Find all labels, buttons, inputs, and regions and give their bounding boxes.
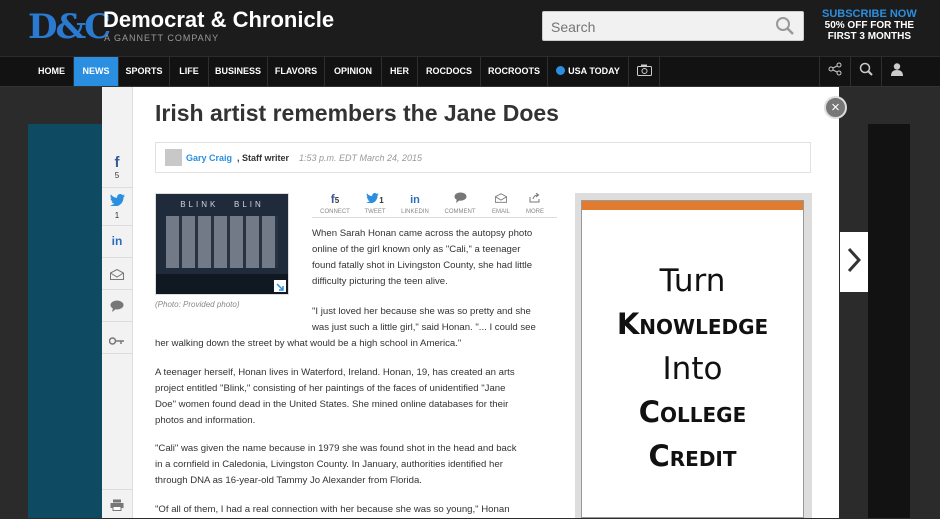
paragraph-3-line-1: A teenager herself, Honan lives in Waterford, Ireland. Honan, 19, has created an arts bbox=[155, 367, 515, 378]
background-right-panel bbox=[868, 124, 910, 518]
nav-sports[interactable]: SPORTS bbox=[119, 57, 170, 86]
rail-email[interactable] bbox=[102, 258, 132, 290]
share-connect[interactable] bbox=[314, 190, 356, 215]
paragraph-3-line-2: project entitled "Blink," consisting of her paintings of the faces of unidentified "Jane bbox=[155, 383, 506, 394]
share-icon bbox=[828, 62, 842, 81]
share-tweet-label: TWEET bbox=[364, 209, 386, 215]
user-nav-button[interactable] bbox=[881, 57, 912, 86]
rail-twitter[interactable] bbox=[102, 188, 132, 226]
photo-faces bbox=[166, 216, 278, 268]
share-rail bbox=[102, 87, 133, 518]
publish-timestamp: 1:53 p.m. EDT March 24, 2015 bbox=[299, 153, 423, 163]
nav-usatoday-label: USA TODAY bbox=[568, 66, 620, 76]
chevron-right-icon bbox=[847, 247, 861, 278]
linkedin-icon: in bbox=[111, 234, 123, 248]
share-connect-label: CONNECT bbox=[320, 209, 350, 215]
rail-facebook[interactable] bbox=[102, 150, 132, 188]
share-comment-label: COMMENT bbox=[444, 209, 476, 215]
nav-home[interactable]: HOME bbox=[30, 57, 74, 86]
author-link[interactable]: Gary Craig bbox=[186, 153, 233, 163]
rail-linkedin[interactable] bbox=[102, 226, 132, 258]
photo-expand-button[interactable] bbox=[274, 280, 286, 292]
article-paragraph-3 bbox=[155, 365, 565, 429]
subscribe-line3: FIRST 3 MONTHS bbox=[827, 31, 912, 42]
expand-icon bbox=[274, 280, 286, 295]
article-paragraph-4 bbox=[155, 441, 565, 489]
facebook-icon: f bbox=[114, 154, 120, 171]
user-icon bbox=[890, 62, 904, 81]
search-input[interactable] bbox=[549, 16, 773, 38]
ad-line-credit: Credit bbox=[648, 439, 737, 473]
rail-print[interactable] bbox=[102, 489, 132, 519]
share-more[interactable] bbox=[514, 190, 556, 215]
search-icon[interactable] bbox=[775, 16, 795, 41]
nav-usatoday[interactable] bbox=[548, 57, 629, 86]
twitter-icon bbox=[102, 193, 132, 211]
email-icon bbox=[102, 267, 132, 285]
site-title[interactable]: Democrat & Chronicle bbox=[103, 7, 335, 32]
article-paragraph-2 bbox=[155, 304, 565, 352]
site-subtitle: A GANNETT COMPANY bbox=[104, 33, 220, 43]
ad-line-college: College bbox=[638, 395, 747, 429]
nav-rocroots[interactable]: ROCROOTS bbox=[481, 57, 548, 86]
camera-icon bbox=[637, 66, 652, 76]
ad-line-into: Into bbox=[662, 351, 723, 387]
photo-caption: (Photo: Provided photo) bbox=[155, 300, 240, 309]
close-modal-button[interactable] bbox=[824, 96, 847, 119]
share-facebook-icon: f bbox=[330, 192, 335, 206]
site-logo[interactable]: D&C bbox=[28, 7, 110, 47]
rail-comment[interactable] bbox=[102, 290, 132, 322]
share-linkedin-icon: in bbox=[410, 194, 420, 206]
share-facebook-count: 5 bbox=[334, 196, 340, 205]
share-twitter-count: 1 bbox=[379, 196, 384, 205]
comment-icon bbox=[102, 299, 132, 317]
share-more-icon bbox=[529, 190, 541, 207]
rail-more[interactable] bbox=[102, 322, 132, 354]
subscribe-line2: 50% OFF FOR THE bbox=[824, 20, 915, 31]
share-tweet[interactable] bbox=[354, 190, 396, 215]
subscribe-promo[interactable] bbox=[822, 9, 917, 42]
search-box[interactable] bbox=[542, 11, 804, 41]
share-linkedin[interactable] bbox=[394, 190, 436, 215]
print-icon bbox=[102, 498, 132, 516]
nav-rocdocs[interactable]: ROCDOCS bbox=[418, 57, 481, 86]
paragraph-4-line-3: through DNA as 16-year-old Tammy Jo Alexander from Florida. bbox=[155, 475, 422, 486]
paragraph-4-line-1: "Cali" was given the name because in 1979 she was found shot in the head and back bbox=[155, 443, 517, 454]
paragraph-5-line-1: "Of all of them, I had a real connection with her because she was so young," Honan bbox=[155, 504, 510, 515]
ad-line-knowledge: Knowledge bbox=[616, 307, 769, 341]
article-headline: Irish artist remembers the Jane Does bbox=[155, 100, 559, 126]
rail-facebook-count: 5 bbox=[114, 171, 120, 180]
nav-flavors[interactable]: FLAVORS bbox=[268, 57, 325, 86]
paragraph-2-line-3: her walking down the street by what would be a high school in America." bbox=[155, 338, 462, 349]
close-icon: × bbox=[831, 99, 840, 116]
paragraph-1-line-2: online of the girl known only as "Cali," a teenager bbox=[312, 244, 521, 255]
nav-photos[interactable] bbox=[629, 57, 660, 86]
key-icon bbox=[102, 332, 132, 350]
nav-news[interactable]: NEWS bbox=[74, 57, 119, 86]
share-more-label: MORE bbox=[526, 209, 544, 215]
author-avatar[interactable] bbox=[165, 149, 182, 166]
subscribe-line1: SUBSCRIBE NOW bbox=[822, 8, 917, 20]
search-nav-icon bbox=[859, 62, 873, 81]
share-comment-icon bbox=[454, 190, 467, 207]
article-paragraph-1 bbox=[312, 226, 562, 290]
share-linkedin-label: LINKEDIN bbox=[401, 209, 429, 215]
paragraph-3-line-4: photos and information. bbox=[155, 415, 256, 426]
author-role: , Staff writer bbox=[237, 153, 290, 163]
share-divider bbox=[312, 217, 557, 218]
paragraph-4-line-2: in a cornfield in Caledonia, Livingston County. In January, authorities identified her bbox=[155, 459, 503, 470]
ad-line-turn: Turn bbox=[659, 263, 726, 299]
paragraph-1-line-3: found fatally shot in Livingston County, she had little bbox=[312, 260, 533, 271]
byline bbox=[155, 142, 811, 173]
article-paragraph-5 bbox=[155, 502, 565, 518]
next-article-button[interactable] bbox=[840, 232, 868, 292]
photo-header-text: BLINK BLIN bbox=[180, 200, 264, 209]
share-nav-button[interactable] bbox=[819, 57, 850, 86]
paragraph-3-line-3: Doe" women found dead in the United States. She mined online databases for their bbox=[155, 399, 509, 410]
main-nav bbox=[0, 57, 940, 87]
rail-twitter-count: 1 bbox=[114, 211, 120, 220]
share-twitter-icon bbox=[366, 190, 379, 207]
paragraph-2-line-1: "I just loved her because she was so pretty and she bbox=[312, 306, 531, 317]
share-email-label: EMAIL bbox=[491, 209, 510, 215]
advertisement[interactable] bbox=[575, 193, 812, 518]
paragraph-1-line-4: difficulty picturing the teen alive. bbox=[312, 276, 448, 287]
article-photo[interactable] bbox=[155, 193, 289, 295]
paragraph-2-line-2: was just such a little girl," said Honan. "... I could see bbox=[312, 322, 536, 333]
nav-life[interactable]: LIFE bbox=[170, 57, 209, 86]
ad-top-strip bbox=[582, 201, 803, 210]
photo-floor bbox=[156, 274, 288, 295]
usatoday-dot-icon bbox=[556, 66, 565, 75]
nav-her[interactable]: HER bbox=[382, 57, 418, 86]
search-nav-button[interactable] bbox=[850, 57, 881, 86]
ad-card[interactable] bbox=[581, 200, 804, 518]
share-email-icon bbox=[495, 190, 507, 207]
nav-opinion[interactable]: OPINION bbox=[325, 57, 382, 86]
share-comment[interactable] bbox=[439, 190, 481, 215]
nav-business[interactable]: BUSINESS bbox=[209, 57, 268, 86]
paragraph-1-line-1: When Sarah Honan came across the autopsy photo bbox=[312, 228, 533, 239]
background-left-panel bbox=[28, 124, 103, 518]
